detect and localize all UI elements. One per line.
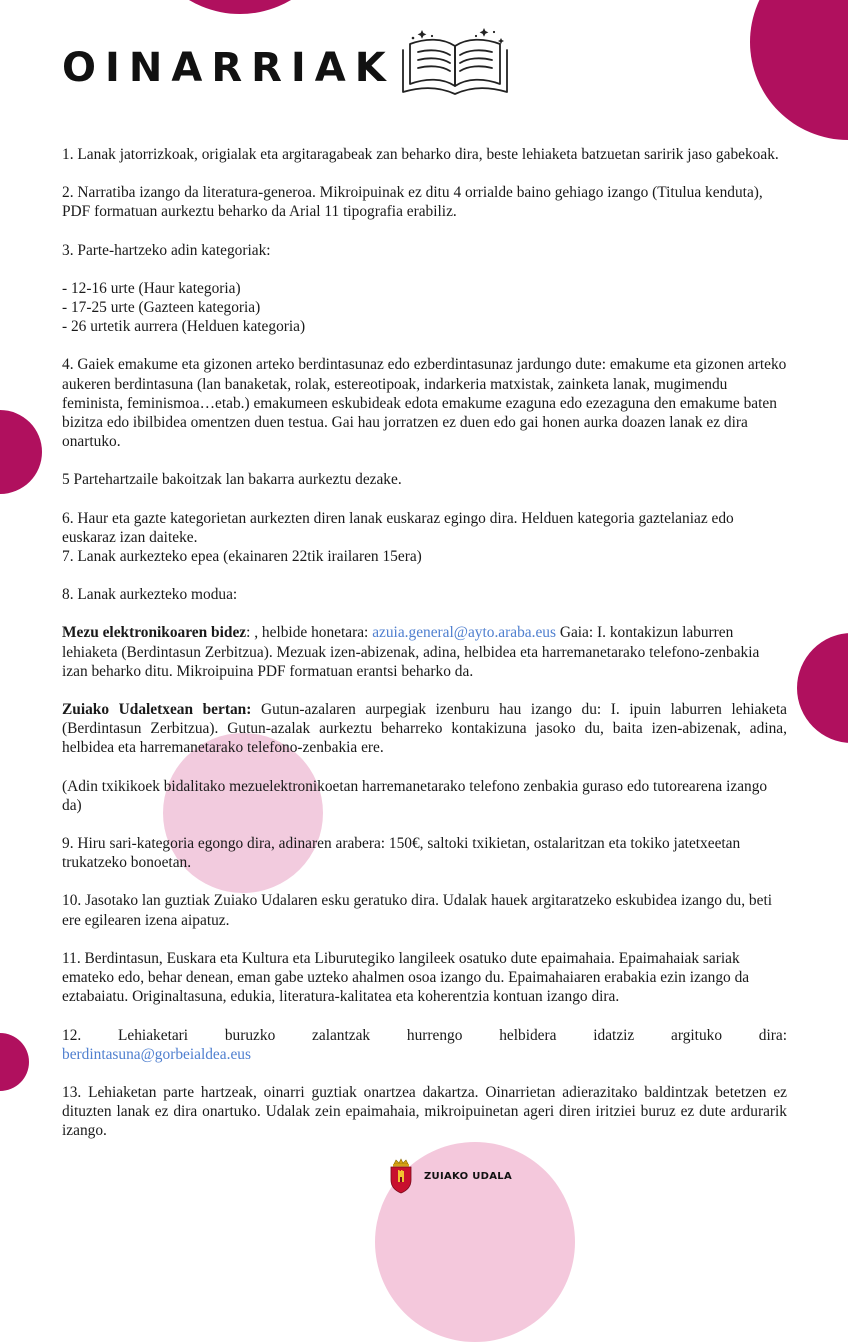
rule-11: 11. Berdintasun, Euskara eta Kultura eta Liburutegiko langileek osatuko dute epaimahaia. Epaimahaiak sariak emateko edo, behar denean, eman gabe uzteko ahalmen osoa izango du. Epaimahaiaren erabakia ezin izango da eztabaiatu. Originaltasuna, edukia, literatura-kalitatea eta koherentzia kontuan izango dira. (62, 949, 750, 1006)
rules-content (62, 145, 787, 1160)
rule-1: 1. Lanak jatorrizkoak, origialak eta argitaragabeak zan beharko dira, beste lehiaketa batzuetan saririk jaso gabekoak. (62, 146, 779, 163)
coat-of-arms-icon (388, 1158, 414, 1194)
email-pre: : , helbide honetara: (246, 624, 373, 642)
page-title: OINARRIAK (62, 45, 395, 91)
decorative-circle-left (0, 410, 42, 494)
office-submission (62, 700, 787, 758)
email-submission (62, 623, 787, 681)
decorative-circle-top (140, 0, 340, 14)
rule-2: 2. Narratiba izango da literatura-generoa. Mikroipuinak ez ditu 4 orrialde baino gehiago izango (Titulua kenduta), PDF formatuan aurkeztu beharko da Arial 11 tipografia erabiliz. (62, 184, 763, 221)
rule-9: 9. Hiru sari-kategoria egongo dira, adinaren arabera: 150€, saltoki txikietan, ostalaritzan eta tokiko jatetxeetan trukatzeko bonoetan. (62, 835, 741, 872)
rule-12-text: 12. Lehiaketari buruzko zalantzak hurrengo helbidera idatziz argituko dira: (62, 1026, 787, 1044)
age-categories-list (62, 279, 787, 337)
list-item: - 12-16 urte (Haur kategoria) (62, 279, 241, 297)
email-link[interactable]: azuia.general@ayto.araba.eus (372, 624, 556, 642)
rule-5: 5 Partehartzaile bakoitzak lan bakarra aurkeztu dezake. (62, 471, 402, 489)
logo-text: ZUIAKO UDALA (424, 1170, 512, 1182)
decorative-circle-left-bottom (0, 1033, 29, 1091)
email-label: Mezu elektronikoaren bidez (62, 624, 247, 642)
rule-13: 13. Lehiaketan parte hartzeak, oinarri guztiak onartzea dakartza. Oinarrietan adierazitako baldintzak betetzen ez dituzten lanak ez dira onartuko. Udalak zein epaimahaia, mikroipuinetan ageri diren iritziei buruz ez dute ardurarik izango. (62, 1083, 787, 1140)
decorative-circle-right (797, 633, 848, 743)
rule-12 (62, 1026, 787, 1064)
list-item: - 26 urtetik aurrera (Helduen kategoria) (62, 318, 306, 336)
office-text: Gutun-azalaren aurpegiak izenburu hau izango du: I. ipuin laburren lehiaketa (Berdintasun Zerbitzua). Gutun-azalak aurkeztu beharreko kontakizuna jasoko du, baita izen-abizenak, adina, helbidea eta harremanetarako telefono-zenbakia ere. (62, 701, 787, 757)
footer-logo (388, 1158, 512, 1194)
rule-7: 7. Lanak aurkezteko epea (ekainaren 22tik irailaren 15era) (62, 548, 422, 566)
office-label: Zuiako Udaletxean bertan: (62, 701, 252, 719)
rule-3-intro: 3. Parte-hartzeko adin kategoriak: (62, 241, 271, 259)
rule-10: 10. Jasotako lan guztiak Zuiako Udalaren esku geratuko dira. Udalak hauek argitaratzeko eskubidea izango du, beti ere egilearen izena aipatuz. (62, 892, 772, 929)
list-item: - 17-25 urte (Gazteen kategoria) (62, 299, 261, 317)
rule-6: 6. Haur eta gazte kategorietan aurkezten diren lanak euskaraz egingo dira. Helduen kategoria gaztelaniaz edo euskaraz izan daiteke. (62, 509, 734, 546)
rule-8: 8. Lanak aurkezteko modua: (62, 586, 238, 604)
contact-email-link[interactable]: berdintasuna@gorbeialdea.eus (62, 1045, 251, 1063)
open-book-icon (398, 24, 512, 100)
decorative-circle-top-right (750, 0, 848, 140)
rule-4: 4. Gaiek emakume eta gizonen arteko berdintasunaz edo ezberdintasunaz jardungo dute: emakume eta gizonen arteko aukeren berdintasuna (lan banaketak, rolak, estereotipoak, indarkeria matxistak, zainketa lanak, mugimendu feminista, feminismoa…etab.) emakumeen eskubideak edota emakume ezaguna edo ezezaguna den emakume baten bizitza edo ibilbidea omentzen duen testua. Gai hau jorratzen ez duen edo gai honen aurka doazen lanak ez dira onartuko. (62, 356, 787, 451)
email-post: Gaia: I. kontakizun laburren lehiaketa (Berdintasun Zerbitzua). Mezuak izen-abizenak, adina, helbidea eta harremanetarako telefono-zenbakia izan beharko ditu. Mikroipuina PDF formatuan erantsi beharko da. (62, 624, 760, 680)
minors-note: (Adin txikikoek bidalitako mezuelektronikoetan harremanetarako telefono zenbakia guraso edo tutorearena izango da) (62, 777, 768, 814)
